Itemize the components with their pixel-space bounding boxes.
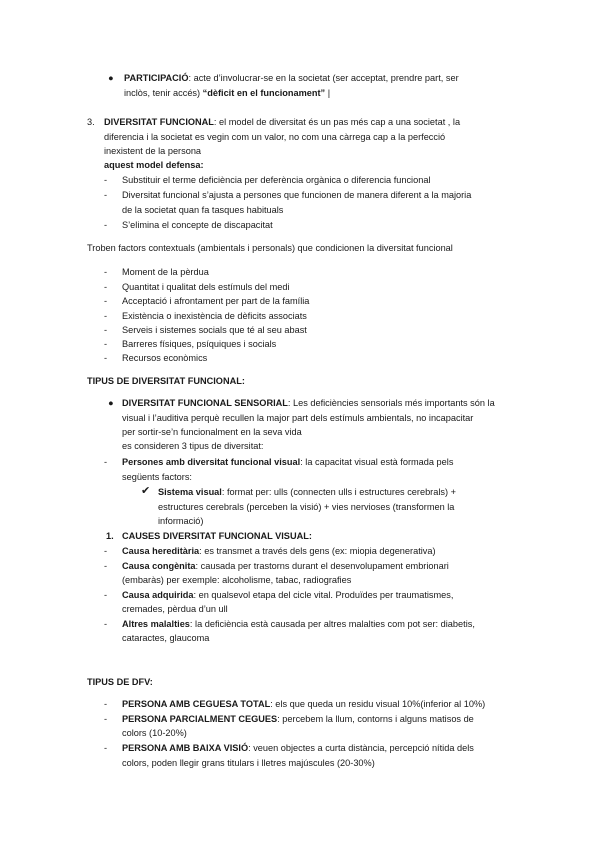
dfv-parcial-line-2: colors (10-20%) — [122, 728, 187, 738]
dfv-dash: - — [104, 714, 108, 724]
causa-hereditaria: Causa hereditària: es transmet a través dels gens (ex: miopia degenerativa) — [122, 546, 436, 556]
factor-dash: - — [104, 296, 108, 306]
factor-item: Serveis i sistemes socials que té al seu abast — [122, 325, 307, 335]
sistema-visual-line-1: Sistema visual: format per: ulls (connecten ulls i estructures cerebrals) + — [158, 487, 456, 497]
model-defensa-heading: aquest model defensa: — [104, 160, 204, 170]
defensa-item-continued: de la societat quan fa tasques habituals — [122, 205, 284, 215]
tipus-dfv-heading: TIPUS DE DFV: — [87, 677, 153, 687]
participacio-highlight: “dèficit en el funcionament” — [202, 88, 326, 98]
causa-adquirida-line-2: cremades, pèrdua d’un ull — [122, 604, 228, 614]
sensorial-line-3: per sortir-se’n funcionalment en la seva vida — [122, 427, 302, 437]
dfv-baixa-visio-line-2: colors, poden llegir grans titulars i lletres majúscules (20-30%) — [122, 758, 375, 768]
factor-item: Moment de la pèrdua — [122, 267, 209, 277]
dfv-dash: - — [104, 699, 108, 709]
factor-dash: - — [104, 267, 108, 277]
causa-altres-line-1: Altres malalties: la deficiència està causada per altres malalties com pot ser: diabetis, — [122, 619, 475, 629]
factor-item: Recursos econòmics — [122, 353, 208, 363]
causa-dash: - — [104, 561, 108, 571]
visual-line-1: Persones amb diversitat funcional visual: la capacitat visual està formada pels — [122, 457, 454, 467]
causa-congenita-line-2: (embaràs) per exemple: alcoholisme, tabac, radiografies — [122, 575, 352, 585]
diversitat-funcional-line-3: inexistent de la persona — [104, 146, 202, 156]
factor-item: Quantitat i qualitat dels estímuls del medi — [122, 282, 290, 292]
factor-item: Acceptació i afrontament per part de la família — [122, 296, 310, 306]
participacio-term: PARTICIPACIÓ — [124, 73, 189, 83]
participacio-line-1: PARTICIPACIÓ: acte d’involucrar-se en la societat (ser acceptat, prendre part, ser — [124, 73, 459, 83]
sensorial-term: DIVERSITAT FUNCIONAL SENSORIAL — [122, 398, 288, 408]
sistema-visual-line-2: estructures cerebrals (perceben la visió) + vies nervioses (transformen la — [158, 502, 455, 512]
visual-line-2: següents factors: — [122, 472, 192, 482]
causes-heading: CAUSES DIVERSITAT FUNCIONAL VISUAL: — [122, 531, 312, 541]
sistema-visual-term: Sistema visual — [158, 487, 222, 497]
defensa-item: Substituir el terme deficiència per deferència orgànica o diferencia funcional — [122, 175, 431, 185]
factor-dash: - — [104, 311, 108, 321]
sensorial-line-4: es consideren 3 tipus de diversitat: — [122, 441, 264, 451]
causa-altres-line-2: cataractes, glaucoma — [122, 633, 210, 643]
participacio-line-2: inclòs, tenir accés) “dèficit en el funcionament” | — [124, 88, 331, 98]
defensa-item: Diversitat funcional s’ajusta a persones que funcionen de manera diferent a la majoria — [122, 190, 472, 200]
dfv-ceguesa-total: PERSONA AMB CEGUESA TOTAL: els que queda un residu visual 10%(inferior al 10%) — [122, 699, 486, 709]
causa-congenita-line-1: Causa congènita: causada per trastorns durant el desenvolupament embrionari — [122, 561, 449, 571]
sensorial-line-2: visual i l’auditiva perquè recullen la major part dels estímuls ambientals, no incapacitar — [122, 413, 474, 423]
participacio-bullet: ● — [108, 73, 114, 83]
causa-adquirida-line-1: Causa adquirida: en qualsevol etapa del cicle vital. Produïdes per traumatismes, — [122, 590, 454, 600]
section-3-number: 3. — [87, 117, 95, 127]
visual-dash: - — [104, 457, 108, 467]
factor-item: Barreres físiques, psíquiques i socials — [122, 339, 277, 349]
defensa-dash: - — [104, 175, 108, 185]
defensa-item: S’elimina el concepte de discapacitat — [122, 220, 273, 230]
factors-intro: Troben factors contextuals (ambientals i personals) que condicionen la diversitat funcional — [87, 243, 453, 253]
sensorial-line-1: DIVERSITAT FUNCIONAL SENSORIAL: Les deficiències sensorials més importants són la — [122, 398, 495, 408]
causa-dash: - — [104, 619, 108, 629]
dfv-dash: - — [104, 743, 108, 753]
factor-dash: - — [104, 339, 108, 349]
diversitat-funcional-term: DIVERSITAT FUNCIONAL — [104, 117, 214, 127]
dfv-baixa-visio-line-1: PERSONA AMB BAIXA VISIÓ: veuen objectes a curta distància, percepció nítida dels — [122, 743, 474, 753]
defensa-dash: - — [104, 190, 108, 200]
factor-dash: - — [104, 282, 108, 292]
sensorial-bullet: ● — [108, 398, 114, 408]
causa-dash: - — [104, 546, 108, 556]
diversitat-funcional-line-1: DIVERSITAT FUNCIONAL: el model de diversitat és un pas més cap a una societat , la — [104, 117, 461, 127]
causes-number: 1. — [106, 531, 114, 541]
sistema-visual-line-3: informació) — [158, 516, 204, 526]
causa-dash: - — [104, 590, 108, 600]
defensa-dash: - — [104, 220, 108, 230]
dfv-parcial-line-1: PERSONA PARCIALMENT CEGUES: percebem la llum, contorns i alguns matisos de — [122, 714, 474, 724]
factor-item: Existència o inexistència de dèficits associats — [122, 311, 307, 321]
visual-term: Persones amb diversitat funcional visual — [122, 457, 301, 467]
factor-dash: - — [104, 325, 108, 335]
diversitat-funcional-line-2: diferencia i la societat es vegin com un valor, no com una càrrega cap a la perfecció — [104, 132, 446, 142]
tipus-df-heading: TIPUS DE DIVERSITAT FUNCIONAL: — [87, 376, 245, 386]
checkmark-icon: ✔ — [141, 485, 151, 497]
factor-dash: - — [104, 353, 108, 363]
